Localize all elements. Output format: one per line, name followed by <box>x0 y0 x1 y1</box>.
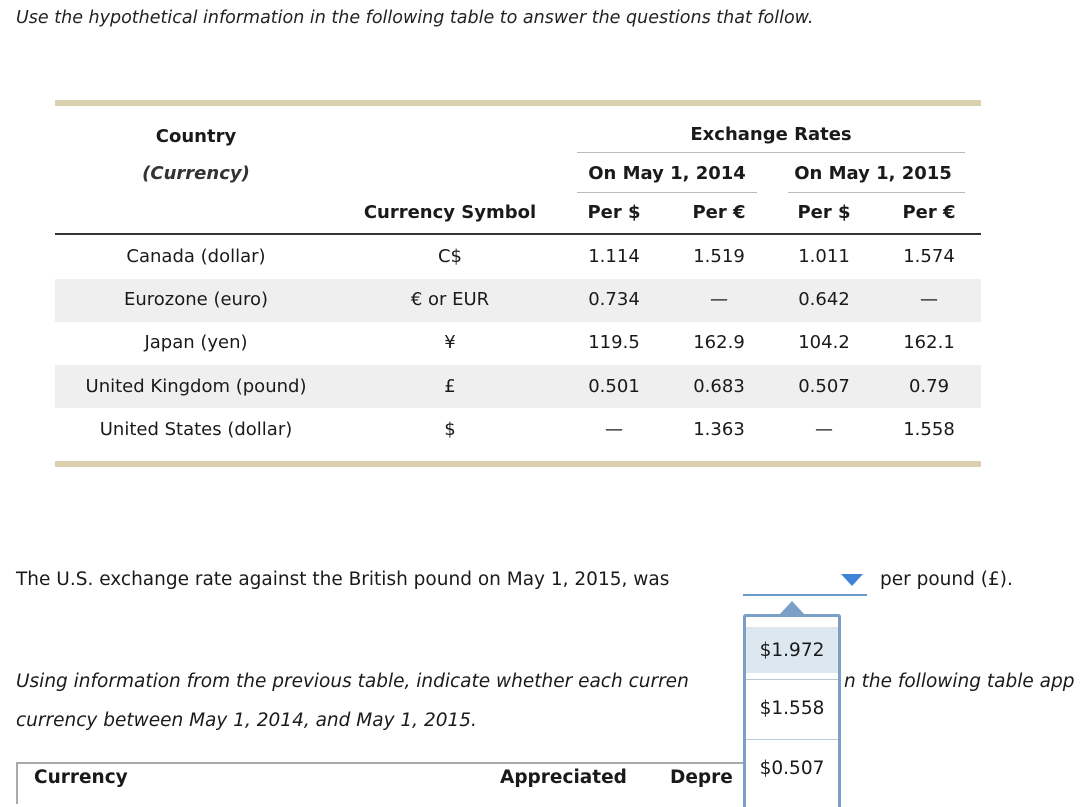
rate-cell: 0.507 <box>798 376 850 397</box>
question-appreciation-line1-continued: n the following table app <box>844 671 1075 692</box>
country-header: Country <box>155 126 237 147</box>
question-exchange-rate-suffix: per pound (£). <box>880 569 1013 590</box>
rate-cell: 104.2 <box>798 332 850 353</box>
depreciated-column-header: Depre <box>670 767 733 788</box>
rate-cell: 0.642 <box>798 289 850 310</box>
question-exchange-rate: The U.S. exchange rate against the British pound on May 1, 2015, was <box>16 569 670 590</box>
chevron-down-icon <box>841 574 863 586</box>
rate-cell: 1.519 <box>693 246 745 267</box>
date-2014-header: On May 1, 2014 <box>588 163 746 184</box>
appreciated-column-header: Appreciated <box>500 767 627 788</box>
option-divider <box>746 679 838 680</box>
country-cell: United States (dollar) <box>99 419 293 440</box>
symbol-cell: € or EUR <box>410 289 490 310</box>
rate-cell: 1.114 <box>588 246 640 267</box>
option-divider <box>746 739 838 740</box>
option-3[interactable]: $0.507 <box>759 757 825 779</box>
table-bottom-border <box>55 461 981 467</box>
symbol-cell: £ <box>444 376 456 397</box>
rate-cell: — <box>815 419 833 440</box>
option-1[interactable]: $1.972 <box>746 627 838 673</box>
header-bottom-rule <box>55 233 981 235</box>
rate-cell: 162.9 <box>693 332 745 353</box>
exchange-rates-header: Exchange Rates <box>690 124 852 145</box>
instructions-text: Use the hypothetical information in the following table to answer the questions that follow. <box>16 8 814 28</box>
rate-cell: — <box>605 419 623 440</box>
popup-pointer <box>780 601 804 614</box>
date-2015-header: On May 1, 2015 <box>794 163 952 184</box>
rate-cell: 0.683 <box>693 376 745 397</box>
question-appreciation-line2: currency between May 1, 2014, and May 1, 2015. <box>16 710 477 731</box>
rate-cell: 1.574 <box>903 246 955 267</box>
per-dollar-2015-header: Per $ <box>797 202 851 223</box>
exchange-header-rule <box>577 152 965 153</box>
country-cell: Canada (dollar) <box>126 246 266 267</box>
rate-cell: 0.734 <box>588 289 640 310</box>
symbol-cell: C$ <box>437 246 463 267</box>
symbol-cell: $ <box>444 419 456 440</box>
rate-cell: 162.1 <box>903 332 955 353</box>
country-cell: Japan (yen) <box>144 332 248 353</box>
currency-header: (Currency) <box>142 163 250 184</box>
rate-cell: — <box>710 289 728 310</box>
country-cell: United Kingdom (pound) <box>85 376 307 397</box>
table-top-border <box>55 100 981 106</box>
per-euro-2015-header: Per € <box>902 202 956 223</box>
rate-cell: 119.5 <box>588 332 640 353</box>
rate-cell: 1.011 <box>798 246 850 267</box>
appreciation-answer-table <box>16 762 760 804</box>
rate-cell: 0.79 <box>908 376 950 397</box>
currency-column-header: Currency <box>34 767 128 788</box>
symbol-cell: ¥ <box>444 332 456 353</box>
rate-cell: — <box>920 289 938 310</box>
exchange-rate-dropdown[interactable] <box>743 570 867 596</box>
rate-cell: 1.558 <box>903 419 955 440</box>
country-cell: Eurozone (euro) <box>123 289 269 310</box>
question-appreciation-line1: Using information from the previous table, indicate whether each curren <box>16 671 689 692</box>
per-dollar-2014-header: Per $ <box>587 202 641 223</box>
rate-cell: 1.363 <box>693 419 745 440</box>
option-2[interactable]: $1.558 <box>759 697 825 719</box>
rate-cell: 0.501 <box>588 376 640 397</box>
per-euro-2014-header: Per € <box>692 202 746 223</box>
date-2014-rule <box>577 192 757 193</box>
exchange-rate-options-list <box>743 614 841 807</box>
exchange-rates-table <box>55 100 981 468</box>
currency-symbol-header: Currency Symbol <box>363 202 537 223</box>
date-2015-rule <box>788 192 965 193</box>
